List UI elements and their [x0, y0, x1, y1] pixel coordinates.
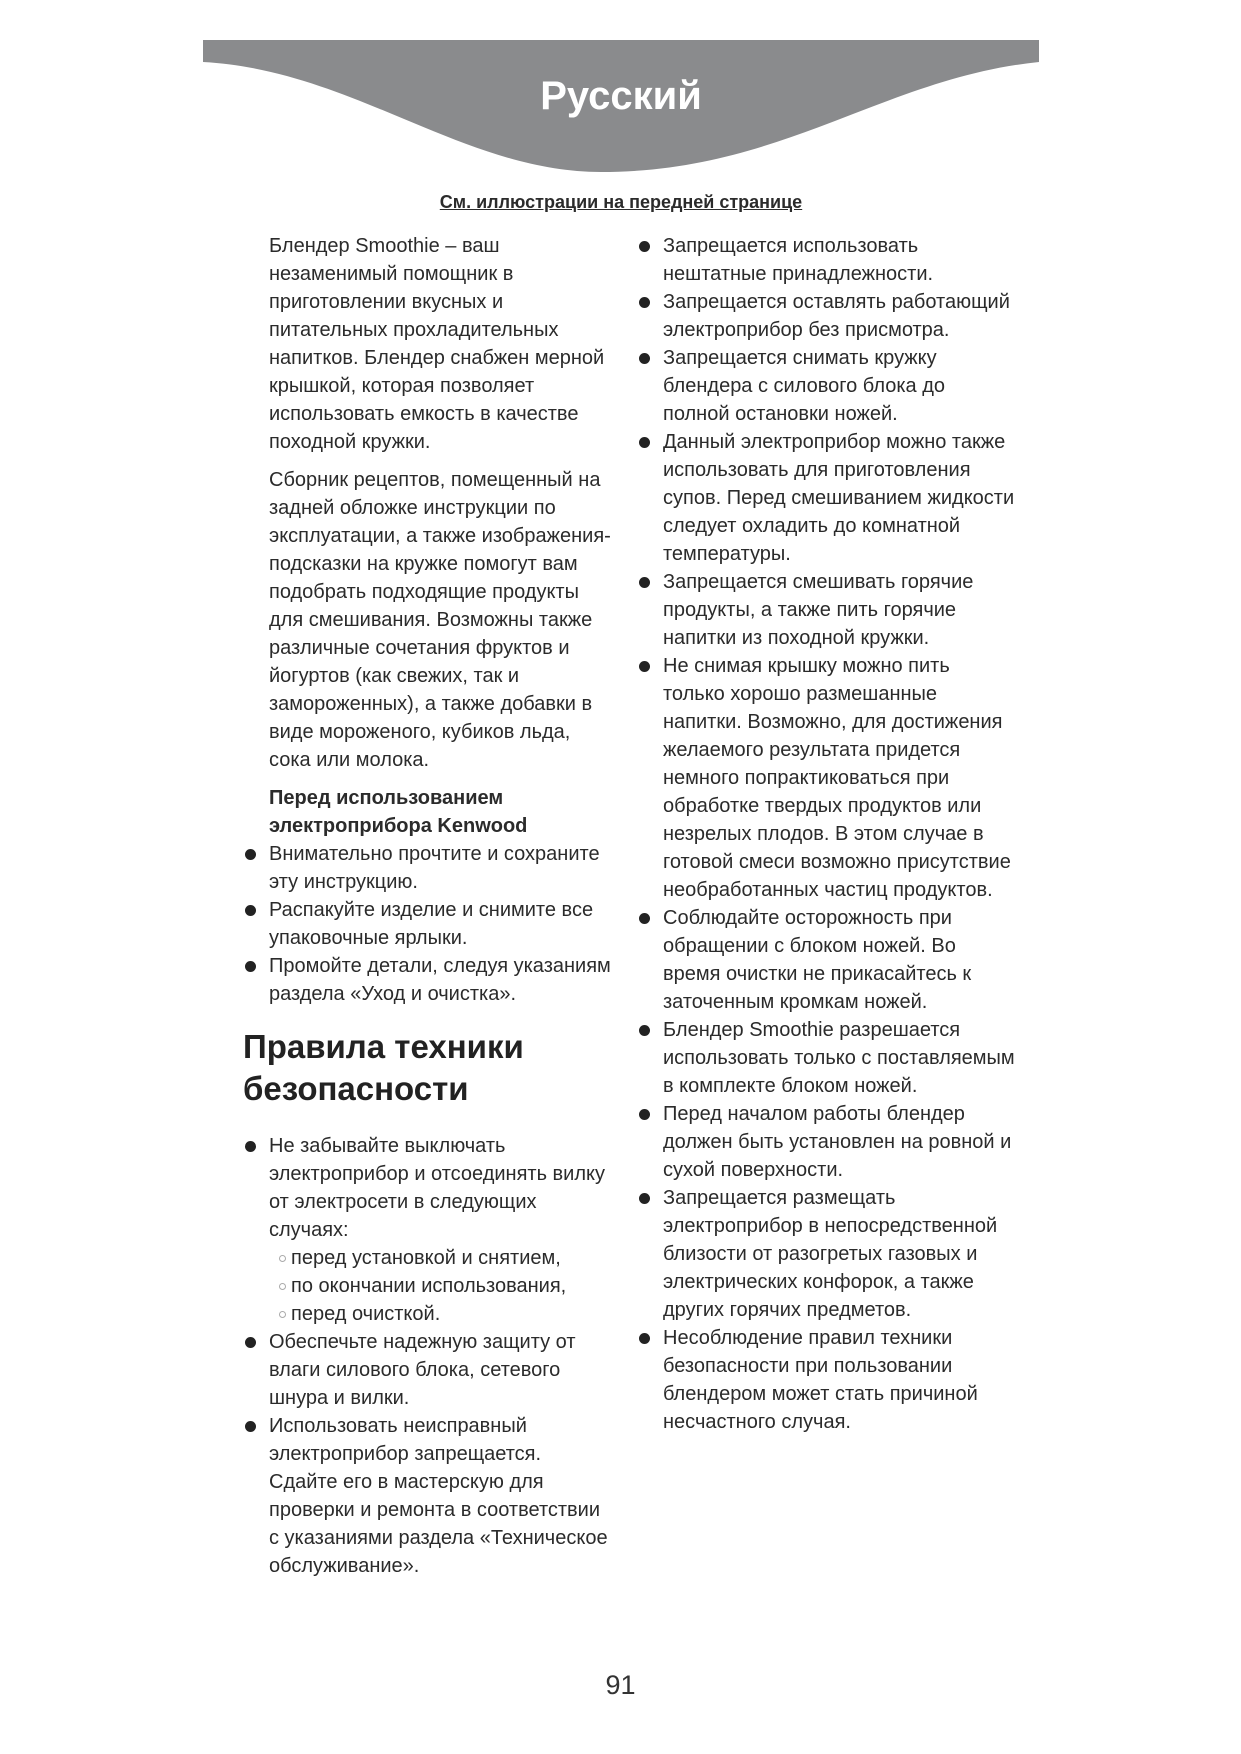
- right-column: [637, 232, 1017, 1436]
- list-item: Распакуйте изделие и снимите все упаковочные ярлыки.: [243, 896, 613, 952]
- sublist-item: перед очисткой.: [269, 1300, 613, 1328]
- left-column: [243, 232, 613, 1580]
- list-item: Внимательно прочтите и сохраните эту инструкцию.: [243, 840, 613, 896]
- list-item: [243, 1132, 613, 1328]
- list-item: Запрещается использовать нештатные принадлежности.: [637, 232, 1017, 288]
- list-item: Блендер Smoothie разрешается использовать только с поставляемым в комплекте блоком ножей.: [637, 1016, 1017, 1100]
- list-item: Обеспечьте надежную защиту от влаги силового блока, сетевого шнура и вилки.: [243, 1328, 613, 1412]
- header-banner: [203, 40, 1039, 180]
- list-item: Данный электроприбор можно также использовать для приготовления супов. Перед смешиванием жидкости следует охладить до комнатной температуры.: [637, 428, 1017, 568]
- language-title: Русский: [540, 74, 702, 118]
- safety-section-title: Правила техники безопасности: [243, 1028, 524, 1107]
- intro-paragraph: Сборник рецептов, помещенный на задней обложке инструкции по эксплуатации, а также изображения-подсказки на кружке помогут вам подобрать подходящие продукты для смешивания. Возможны также различные сочетания фруктов и йогуртов (как свежих, так и замороженных), а также добавки в виде мороженого, кубиков льда, сока или молока.: [269, 469, 611, 771]
- list-item: Использовать неисправный электроприбор запрещается. Сдайте его в мастерскую для проверки и ремонта в соответствии с указаниями раздела «Техническое обслуживание».: [243, 1412, 613, 1580]
- safety-list-continued: [637, 232, 1017, 1436]
- safety-list: [243, 1132, 613, 1580]
- before-use-heading: Перед использованием электроприбора Kenwood: [269, 787, 528, 837]
- sublist-item: по окончании использования,: [269, 1272, 613, 1300]
- before-use-list: [243, 840, 613, 1008]
- list-item: Перед началом работы блендер должен быть установлен на ровной и сухой поверхности.: [637, 1100, 1017, 1184]
- sublist-item: перед установкой и снятием,: [269, 1244, 613, 1272]
- list-item: Запрещается размещать электроприбор в непосредственной близости от разогретых газовых и электрических конфорок, а также других горячих предметов.: [637, 1184, 1017, 1324]
- list-item: Не снимая крышку можно пить только хорошо размешанные напитки. Возможно, для достижения желаемого результата придется немного попрактиковаться при обработке твердых продуктов или незрелых плодов. В этом случае в готовой смеси возможно присутствие необработанных частиц продуктов.: [637, 652, 1017, 904]
- list-item-text: Не забывайте выключать электроприбор и отсоединять вилку от электросети в следующих случаях:: [269, 1135, 605, 1241]
- list-item: Соблюдайте осторожность при обращении с блоком ножей. Во время очистки не прикасайтесь к заточенным кромкам ножей.: [637, 904, 1017, 1016]
- list-item: Промойте детали, следуя указаниям раздела «Уход и очистка».: [243, 952, 613, 1008]
- see-illustrations-note: См. иллюстрации на передней странице: [439, 192, 803, 212]
- intro-paragraph: Блендер Smoothie – ваш незаменимый помощник в приготовлении вкусных и питательных прохладительных напитков. Блендер снабжен мерной крышкой, которая позволяет использовать емкость в качестве походной кружки.: [269, 235, 605, 453]
- page-number: 91: [605, 1670, 636, 1700]
- list-item: Несоблюдение правил техники безопасности при пользовании блендером может стать причиной несчастного случая.: [637, 1324, 1017, 1436]
- safety-sublist: [269, 1244, 613, 1328]
- list-item: Запрещается снимать кружку блендера с силового блока до полной остановки ножей.: [637, 344, 1017, 428]
- list-item: Запрещается оставлять работающий электроприбор без присмотра.: [637, 288, 1017, 344]
- list-item: Запрещается смешивать горячие продукты, а также пить горячие напитки из походной кружки.: [637, 568, 1017, 652]
